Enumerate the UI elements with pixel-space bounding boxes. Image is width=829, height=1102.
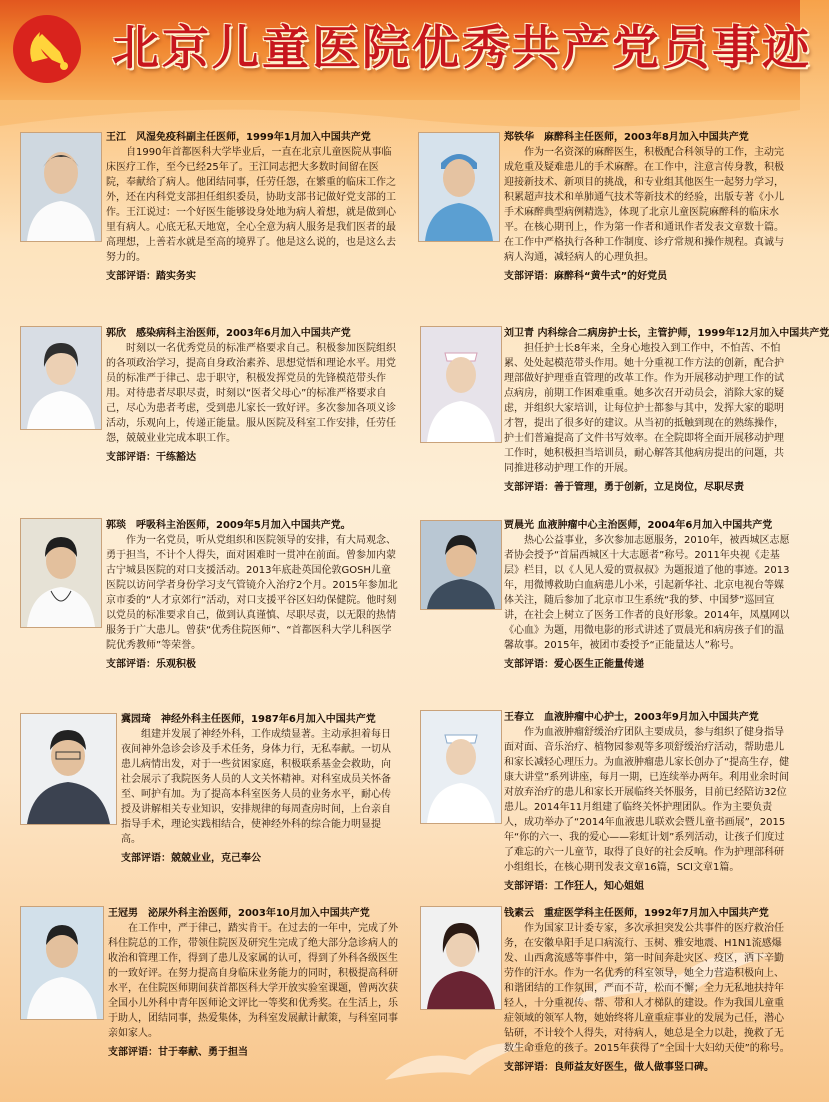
profile-description: 自1990年首都医科大学毕业后，一直在北京儿童医院从事临床医疗工作，至今已经25年了。王江同志把大多数时间留在医院，奉献给了病人。他团结同事，任劳任怨，在繁重的临床工作之外，还在内科党支部担任组织委员，协助支部书记做好党支部的工作。王江说过：一个好医生能够设身处地为病人着想，就是做到心里有病人。心底无私天地宽，全心全意为病人服务是我们医者的最高理想，上善若水就是至高的境界了。他是这么说的，也是这么去努力的。 [106,147,396,263]
profile-description: 作为一名党员，听从党组织和医院领导的安排，有大局观念、勇于担当，不计个人得失，面对困难时一贯冲在前面。曾参加内蒙古宁城县医院的对口支援活动。2013年底赴英国伦敦GOSH儿童医院以访问学者身份学习支气管镜介入治疗2个月。2015年参加北京市委的“人才京郊行”活动，对口支援平谷区妇幼保健院。他时刻以党员的标准要求自己，做到认真谨慎、尽职尽责，以无限的热情服务于广大患儿。曾获“优秀住院医师”、“首都医科大学儿科医学院优秀教师”等荣誉。 [106,535,398,651]
profile-description: 组建并发展了神经外科，工作成绩显著。主动承担着每日夜间神外急诊会诊及手术任务，身体力行，无私奉献。一切从患儿病情出发，对于一些贫困家庭，积极联系基金会救助，向社会展示了我院医务人员的人文关怀精神。对科室成员关怀备至、呵护有加。为了提高本科室医务人员的业务水平，耐心传授及讲解相关专业知识，安排规律的每周查房时间，上台亲自指导手术，理论实践相结合，使神经外科的综合能力明显提高。 [121,729,391,845]
profile-description: 热心公益事业，多次参加志愿服务，2010年，被西城区志愿者协会授予“首届西城区十大志愿者”称号。2011年央视《走基层》栏目，以《人见人爱的贾叔叔》为题报道了他的事迹。2013年，用微博救助白血病患儿小米，引起新华社、北京电视台等媒体关注，随后参加了北京市卫生系统“我的梦、中国梦”巡回宣讲，在社会上树立了医务工作者的良好形象。2014年，凤凰网以《心血》为题，用微电影的形式讲述了贾晨光和病房孩子们的温馨故事。2015年，被团市委授予“正能量达人”称号。 [504,535,790,651]
branch-review: 支部评语：兢兢业业，克己奉公 [121,853,261,864]
profile-description: 作为一名资深的麻醉医生，积极配合科领导的工作，主动完成危重及疑难患儿的手术麻醉。在工作中，注意言传身教，积极迎接新技术、新项目的挑战，和专业组其他医生一起努力学习，积累超声技术和单肺通气技术等新技术的经验，出版专著《小儿手术麻醉典型病例精选》，体现了北京儿童医院麻醉科的临床水平。在核心期刊上，作为第一作者和通讯作者发表文章数十篇。在工作中严格执行各种工作制度、诊疗常规和操作规程。真诚与病人沟通，减轻病人的心理负担。 [504,147,784,263]
branch-review: 支部评语：善于管理，勇于创新，立足岗位，尽职尽责 [504,482,744,493]
portrait-photo [420,326,502,443]
profile-heading: 郭欣 感染病科主治医师，2003年6月加入中国共产党 [106,328,351,339]
profile-heading: 王冠男 泌尿外科主治医师，2003年10月加入中国共产党 [108,908,370,919]
portrait-photo [20,326,102,430]
branch-review: 支部评语：干练豁达 [106,452,196,463]
profile-description: 担任护士长8年来，全身心地投入到工作中，不怕苦、不怕累、处处起模范带头作用。她十分重视工作方法的创新，配合护理部做好护理垂直管理的改革工作。作为开展移动护理工作的试点病房，前期工作困难重重。她多次召开动员会，消除大家的疑虑，并组织大家培训，让每位护士都参与其中，发挥大家的聪明才智，提出了很多好的建议。从当初的抵触到现在的熟练操作，护士们普遍提高了文件书写效率。在全院即将全面开展移动护理工作时，她积极担当培训员，耐心解答其他病房提出的问题，共同推进移动护理工作的开展。 [504,343,784,474]
profile-heading: 王江 风湿免疫科副主任医师，1999年1月加入中国共产党 [106,132,371,143]
branch-review: 支部评语：工作狂人，知心姐姐 [504,881,644,892]
portrait-photo [20,713,117,825]
profile-description: 作为国家卫计委专家，多次承担突发公共事件的医疗救治任务，在安徽阜阳手足口病流行、玉树、雅安地震、H1N1流感爆发、山西禽流感等事件中，第一时间奔赴灾区、疫区，洒下辛勤劳作的汗水。作为一名优秀的科室领导，她全力营造积极向上、和谐团结的工作氛围，严而不苛，松而不懈；全力无私地扶持年轻人，十分重视传、帮、带和人才梯队的建设。作为我国儿童重症领域的领军人物，她始终将儿童重症事业的发展为己任，潜心钻研，不计较个人得失，对待病人，她总是全力以赴，挽救了无数生命垂危的孩子。2015年获得了“全国十大妇幼天使”的称号。 [504,923,790,1054]
profile-heading: 冀园琦 神经外科主任医师，1987年6月加入中国共产党 [121,714,376,725]
branch-review: 支部评语：乐观积极 [106,659,196,670]
profile-heading: 郑铁华 麻醉科主任医师，2003年8月加入中国共产党 [504,132,749,143]
portrait-photo [420,710,502,824]
portrait-photo [20,132,102,242]
branch-review: 支部评语：甘于奉献、勇于担当 [108,1047,248,1058]
page-title: 北京儿童医院优秀共产党员事迹 [112,21,812,76]
profile-description: 时刻以一名优秀党员的标准严格要求自己。积极参加医院组织的各项政治学习，提高自身政治素养、思想觉悟和理论水平。用党员的标准严于律己、忠于职守，积极发挥党员的先锋模范带头作用。对待患者尽职尽责，时刻以“医者父母心”的标准严格要求自己，尽心为患者考虑，受到患儿家长一致好评。多次参加各项义诊活动，乐观向上，传递正能量。服从医院及科室工作安排，任劳任怨，兢兢业业完成本职工作。 [106,343,396,444]
branch-review: 支部评语：踏实务实 [106,271,196,282]
branch-review: 支部评语：爱心医生正能量传递 [504,659,644,670]
profile-heading: 刘卫青 内科综合二病房护士长，主管护师，1999年12月加入中国共产党 [504,328,829,339]
portrait-photo [20,518,102,628]
portrait-photo [420,906,502,1010]
portrait-photo [418,132,500,242]
party-emblem-icon [12,14,82,84]
portrait-photo [420,520,502,610]
portrait-photo [20,906,104,1020]
profile-description: 在工作中，严于律己，踏实肯干。在过去的一年中，完成了外科住院总的工作，带领住院医及研究生完成了绝大部分急诊病人的收治和管理工作，得到了患儿及家属的认可，得到了外科各级医生的一致好评。在努力提高自身临床业务能力的同时，积极提高科研水平，在住院医师期间获首都医科大学开放实验室课题，曾两次获全国小儿外科中青年医师论文评比一等奖和优秀奖。在生活上，乐于助人，团结同事，热爱集体，为科室发展献计献策，与科室同事亲如家人。 [108,923,398,1039]
branch-review: 支部评语：麻醉科“黄牛式”的好党员 [504,271,668,282]
profile-description: 作为血液肿瘤舒缓治疗团队主要成员，参与组织了健身指导面对面、音乐治疗、植物园参观等多项舒缓治疗活动，帮助患儿和家长减轻心理压力。为血液肿瘤患儿家长创办了“提高生存，健康大讲堂”系列讲座，每月一期，已连续举办两年。利用业余时间对放弃治疗的患儿和家长开展临终关怀服务，目前已经陪访32位患儿。2014年11月组建了临终关怀护理团队。作为主要负责人，成功举办了“2014年血液患儿联欢会暨儿童书画展”，2015年“你的六一、我的爱心——彩虹计划”系列活动，让孩子们度过了难忘的六一儿童节，取得了良好的社会反响。作为护理部科研小组组长，在核心期刊发表文章16篇，SCI文章1篇。 [504,727,790,873]
profile-heading: 钱素云 重症医学科主任医师，1992年7月加入中国共产党 [504,908,769,919]
profile-heading: 贾晨光 血液肿瘤中心主治医师，2004年6月加入中国共产党 [504,520,773,531]
profile-heading: 王春立 血液肿瘤中心护士，2003年9月加入中国共产党 [504,712,759,723]
branch-review: 支部评语：良师益友好医生，做人做事竖口碑。 [504,1062,714,1073]
profile-heading: 郭琰 呼吸科主治医师，2009年5月加入中国共产党。 [106,520,351,531]
page-header [0,0,812,100]
